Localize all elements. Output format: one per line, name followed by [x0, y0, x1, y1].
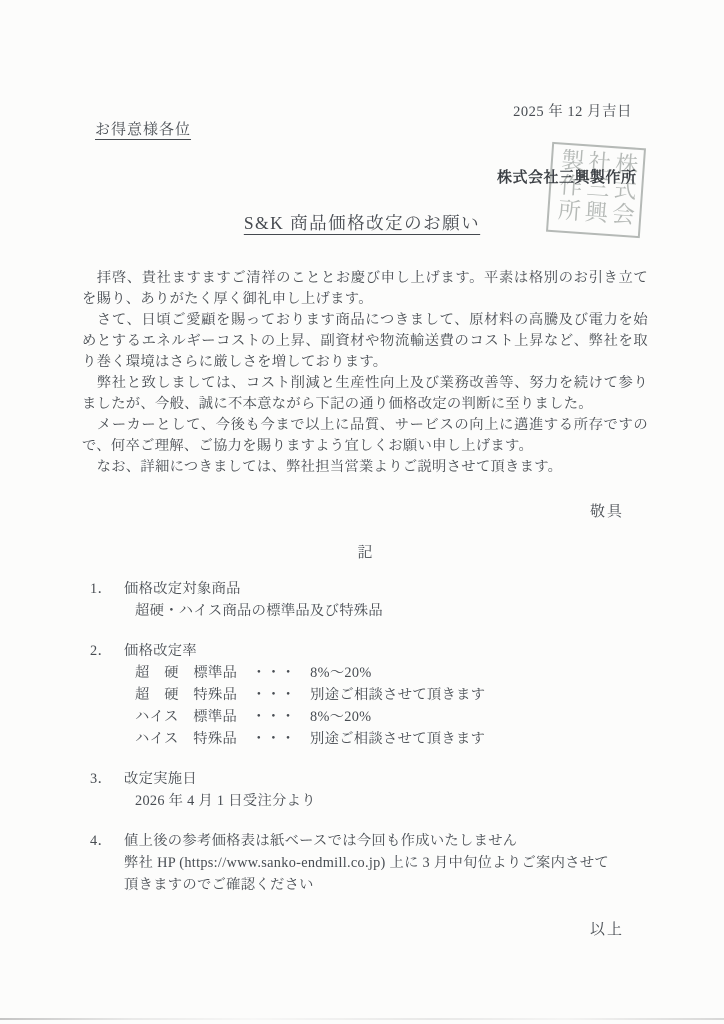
item-detail: 頂きますのでご確認ください: [124, 877, 314, 893]
numbered-items: [90, 578, 650, 914]
body-paragraph: 拝啓、貴社ますますご清祥のこととお慶び申し上げます。平素は格別のお引き立てを賜り、ありがたく厚く御礼申し上げます。: [82, 270, 648, 307]
item-number: 3．: [90, 771, 113, 787]
letter-title-text: S&K 商品価格改定のお願い: [243, 213, 481, 233]
letter-body: [82, 268, 648, 478]
item-label: 改定実施日: [124, 771, 197, 787]
item-label: 値上後の参考価格表は紙ベースでは今回も作成いたしません: [124, 833, 518, 849]
item-detail: ハイス 特殊品 ・・・ 別途ご相談させて頂きます: [135, 731, 486, 747]
item-detail: 超硬・ハイス商品の標準品及び特殊品: [135, 603, 384, 619]
list-item: [90, 830, 650, 896]
item-number: 1．: [90, 581, 113, 597]
end-marker: 以上: [589, 922, 624, 938]
item-detail: 超 硬 特殊品 ・・・ 別途ご相談させて頂きます: [135, 687, 486, 703]
body-paragraph: 弊社と致しましては、コスト削減と生産性向上及び業務改善等、努力を続けて参りましたが、今般、誠に不本意ながら下記の通り価格改定の判断に至りました。: [82, 375, 648, 412]
item-detail: 2026 年 4 月 1 日受注分より: [135, 793, 316, 809]
company-seal-stamp-icon: [546, 142, 646, 238]
list-item: [90, 768, 650, 812]
item-label: 価格改定対象商品: [124, 581, 241, 597]
body-paragraph: メーカーとして、今後も今まで以上に品質、サービスの向上に邁進する所存ですので、何卒ご理解、ご協力を賜りますよう宜しくお願い申し上げます。: [82, 417, 648, 454]
item-detail: 弊社 HP (https://www.sanko-endmill.co.jp) 上に 3 月中旬位よりご案内させて: [124, 855, 610, 871]
recipient-line: お得意様各位: [95, 122, 192, 138]
list-item: [90, 640, 650, 750]
list-item: [90, 578, 650, 622]
letter-date: 2025 年 12 月吉日: [513, 104, 632, 120]
item-detail: 超 硬 標準品 ・・・ 8%～20%: [135, 665, 372, 681]
item-detail: ハイス 標準品 ・・・ 8%～20%: [135, 709, 372, 725]
body-paragraph: さて、日頃ご愛顧を賜っております商品につきまして、原材料の高騰及び電力を始めとするエネルギーコストの上昇、副資材や物流輸送費のコスト上昇など、弊社を取り巻く環境はさらに厳しさを増しております。: [82, 312, 648, 370]
scan-edge-artifact: [0, 1018, 724, 1020]
body-paragraph: なお、詳細につきましては、弊社担当営業よりご説明させて頂きます。: [82, 459, 563, 475]
item-label: 価格改定率: [124, 643, 197, 659]
closing-keigu: 敬具: [589, 504, 624, 520]
record-marker: 記: [357, 545, 373, 561]
seal-text: 株式会社三興製作所: [554, 147, 639, 228]
company-name: 株式会社三興製作所: [497, 169, 637, 186]
item-number: 2．: [90, 643, 113, 659]
item-number: 4．: [90, 833, 113, 849]
